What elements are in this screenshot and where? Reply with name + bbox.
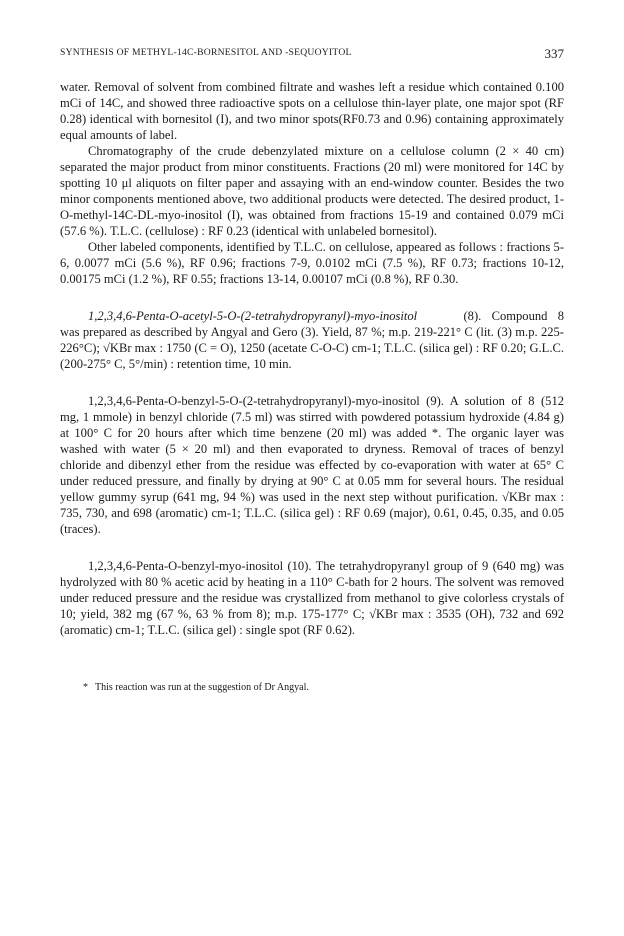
compound-8-heading: 1,2,3,4,6-Penta-O-acetyl-5-O-(2-tetrahydropyranyl)-myo-inositol [88, 309, 418, 323]
footnote-marker: * [83, 682, 88, 693]
body-text [60, 79, 564, 638]
paragraph-workup: water. Removal of solvent from combined filtrate and washes left a residue which contained 0.100 mCi of 14C, and showed three radioactive spots on a cellulose thin-layer plate, one major spot (RF 0.28) identical with bornesitol (I), and two minor spots(RF0.73 and 0.96) containing approximately equal amounts of label. [60, 80, 565, 142]
paragraph-chromatography: Chromatography of the crude debenzylated mixture on a cellulose column (2 × 40 cm) separated the major product from minor constituents. Fractions (20 ml) were monitored for 14C by spotting 10 μl aliquots on filter paper and assaying with an end-window counter. Besides the two minor components mentioned above, two additional products were detected. The desired product, 1-O-methyl-14C-DL-myo-inositol (I), was obtained from fractions 15-19 and contained 0.079 mCi (57.6 %). T.L.C. (cellulose) : RF 0.23 (identical with unlabeled bornesitol). [60, 144, 565, 238]
paragraph-compound-10: 1,2,3,4,6-Penta-O-benzyl-myo-inositol (10). The tetrahydropyranyl group of 9 (640 mg) was hydrolyzed with 80 % acetic acid by heating in a 110° C-bath for 2 hours. The solvent was removed under reduced pressure and the residue was crystallized from methanol to give colorless crystals of 10; yield, 382 mg (67 %, 63 % from 8); m.p. 175-177° C; √KBr max : 3535 (OH), 732 and 692 (aromatic) cm-1; T.L.C. (silica gel) : single spot (RF 0.62). [60, 559, 565, 637]
page-header [60, 47, 564, 63]
page-number: 337 [544, 46, 564, 61]
paragraph-compound-8: 1,2,3,4,6-Penta-O-acetyl-5-O-(2-tetrahydropyranyl)-myo-inositol (8). Compound 8 was prepared as described by Angyal and Gero (3). Yield, 87 %; m.p. 219-221° C (lit. (3) m.p. 225-226°C); √KBr max : 1750 (C = O), 1250 (acetate C-O-C) cm-1; T.L.C. (silica gel) : RF 0.20; G.L.C. (200-275° C, 5°/min) : retention time, 10 min. [60, 309, 565, 371]
paragraph-labeled-components: Other labeled components, identified by T.L.C. on cellulose, appeared as follows : fractions 5-6, 0.0077 mCi (5.6 %), RF 0.96; fractions 7-9, 0.0102 mCi (7.5 %), RF 0.73; fractions 10-12, 0.00175 mCi (1.2 %), RF 0.55; fractions 13-14, 0.00107 mCi (0.8 %), RF 0.30. [60, 240, 564, 286]
footnote-text: This reaction was run at the suggestion of Dr Angyal. [95, 682, 309, 693]
paragraph-compound-9: 1,2,3,4,6-Penta-O-benzyl-5-O-(2-tetrahydropyranyl)-myo-inositol (9). A solution of 8 (512 mg, 1 mmole) in benzyl chloride (7.5 ml) was stirred with powdered potassium hydroxide (4.84 g) at 100° C for 20 hours after which time benzene (20 ml) was added *. The organic layer was washed with water (5 × 20 ml) and then evaporated to dryness. Removal of traces of benzyl chloride and dibenzyl ether from the residue was effected by co-evaporation with water at 65° C under reduced pressure, and finally by drying at 90° C at 0.05 mm for several hours. The residual yellow gummy syrup (641 mg, 94 %) was used in the next step without purification. √KBr max : 735, 730, and 698 (aromatic) cm-1; T.L.C. (silica gel) : RF 0.69 (major), 0.61, 0.45, 0.35, and 0.05 (traces). [60, 394, 565, 536]
footnote [83, 681, 563, 694]
running-head: SYNTHESIS OF METHYL-14C-BORNESITOL AND -SEQUOYITOL [60, 47, 352, 58]
